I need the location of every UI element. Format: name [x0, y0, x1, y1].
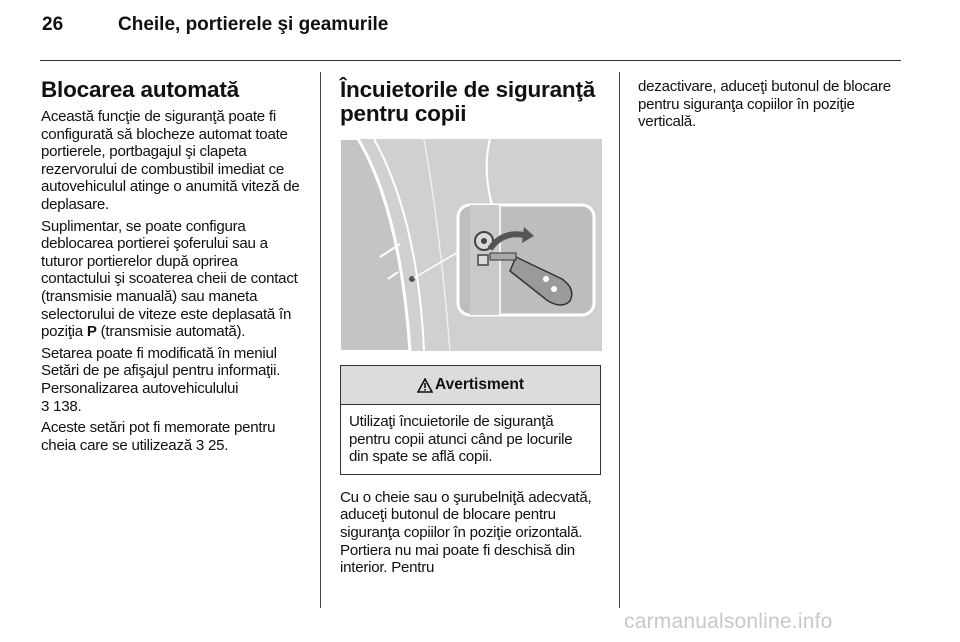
text: Setarea poate fi modificată în meniul Setări de pe afişajul pentru informaţii. Personalizarea autovehiculului: [41, 344, 281, 397]
gear-position-p: P: [86, 323, 97, 341]
watermark: carmanualsonline.info: [624, 610, 833, 633]
paragraph: Cu o cheie sau o şurubelniţă adecvată, aduceţi butonul de blocare pentru siguranţa copiilor în poziţie orizontală. Portiera nu mai poate fi deschisă din interior. Pentru: [340, 488, 592, 577]
column-left: [41, 78, 309, 458]
column-divider: [320, 72, 321, 608]
column-right: [638, 78, 900, 135]
text: Aceste setări pot fi memorate pentru cheia care se utilizează: [41, 419, 276, 454]
page-reference-link[interactable]: 3 25.: [195, 436, 229, 454]
warning-title: Avertisment: [434, 376, 524, 393]
chapter-title: Cheile, portierele şi geamurile: [118, 14, 389, 35]
child-lock-illustration: [340, 139, 602, 351]
door-edge-drawing: [340, 139, 602, 351]
warning-body: [341, 405, 600, 474]
text: (transmisie automată).: [96, 323, 246, 341]
column-middle: [340, 78, 602, 581]
page-number: 26: [42, 14, 64, 35]
header-rule: [40, 60, 901, 61]
page-reference-link[interactable]: 3 138.: [41, 397, 82, 415]
warning-triangle-icon: [417, 378, 433, 393]
paragraph: [41, 345, 309, 415]
text: Suplimentar, se poate configura deblocarea portierei şoferului sau a tuturor portierelor după oprirea contactului şi scoaterea cheii de contact (transmisie manuală) sau maneta selectorului de viteze este deplasată în poziţia: [41, 217, 298, 341]
paragraph: [41, 218, 309, 341]
warning-header: [341, 366, 600, 405]
warning-text: Utilizaţi încuietorile de siguranţă pentru copii atunci când pe locurile din spate se află copii.: [349, 413, 573, 466]
paragraph: dezactivare, aduceţi butonul de blocare pentru siguranţa copiilor în poziţie verticală.: [638, 78, 891, 131]
section-heading-automatic-locking: Blocarea automată: [41, 77, 239, 102]
paragraph: Această funcţie de siguranţă poate fi configurată să blocheze automat toate portierele, portbagajul şi clapeta rezervorului de combustibil imediat ce autovehiculul atinge o anumită viteză de deplasare.: [41, 108, 300, 213]
warning-box: [340, 365, 601, 475]
paragraph: [41, 419, 309, 454]
column-divider: [619, 72, 620, 608]
section-heading-child-locks: Încuietorile de siguranţă pentru copii: [340, 77, 596, 126]
